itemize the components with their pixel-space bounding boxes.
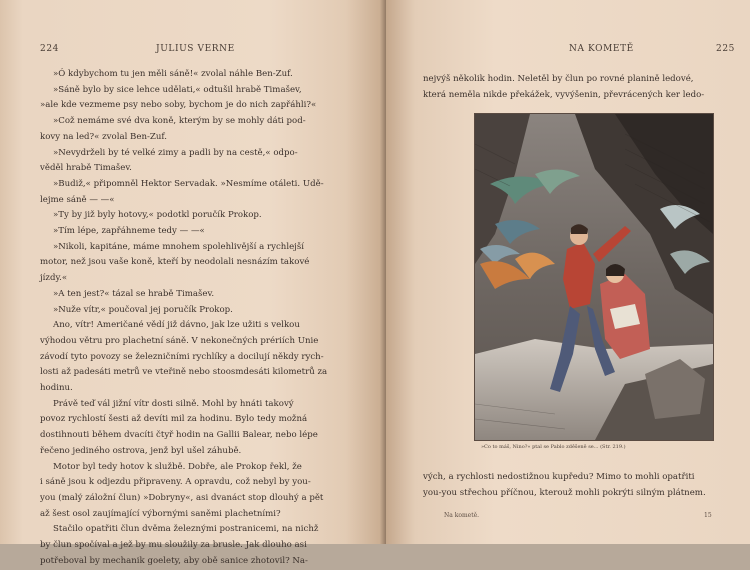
text-line: »Sáně bylo by sice lehce udělati,« odtušil hrabě Timašev, xyxy=(53,84,302,95)
text-line: řečeno jediného ostrova, jenž byl ušel záhubě. xyxy=(40,445,242,456)
text-line: povoz rychlostí šesti až devíti mil za hodinu. Bylo tedy možná xyxy=(40,414,308,425)
right-body-text-top xyxy=(423,72,723,103)
text-line: »Budiž,« připomněl Hektor Servadak. »Nesmíme otáleti. Udě- xyxy=(53,178,324,189)
text-line: you-you střechou příčnou, kterouž mohli pokrýti silným plátnem. xyxy=(423,487,706,498)
footer-signature-number: 15 xyxy=(704,512,712,519)
text-line: »Ty by již byly hotovy,« podotkl poručík Prokop. xyxy=(53,210,262,221)
engraving-illustration xyxy=(474,113,714,441)
text-line: Právě teď vál jižní vítr dosti silně. Mohl by hnáti takový xyxy=(53,398,294,409)
text-line: »Nevydrželi by té velké zimy a padli by na cestě,« odpo- xyxy=(53,147,298,158)
text-line: až šest osol zaujímající výbornými saněmi plachetními? xyxy=(40,508,281,519)
right-page-number: 225 xyxy=(716,44,735,54)
illustration-image xyxy=(475,114,713,440)
text-line: by člun spočíval a jež by mu sloužily za brusle. Jak dlouho asi xyxy=(40,540,307,551)
text-line: vých, a rychlosti nedostižnou kupředu? Mimo to mohli opatřiti xyxy=(423,472,695,482)
text-line: »Nuže vítr,« poučoval jej poručík Prokop. xyxy=(53,304,233,315)
text-line: Ano, vítr! Američané vědí již dávno, jak lze užiti s velkou xyxy=(53,320,300,331)
text-line: »Což nemáme své dva koně, kterým by se mohly dáti pod- xyxy=(53,116,306,127)
text-line: dostihnouti během dvacíti čtyř hodin na Gallii Balear, nebo lépe xyxy=(40,430,318,441)
text-line: která neměla nikde překážek, vyvýšenin, převrácených ker ledo- xyxy=(423,89,705,100)
text-line: motor, než jsou vaše koně, kteří by neodolali nesnázím takové xyxy=(40,257,310,268)
text-line: losti až padesáti metrů ve vteřině nebo stoosmdesáti kilometrů za xyxy=(40,367,328,378)
left-page-number: 224 xyxy=(40,44,59,54)
text-line: kovy na led?« zvolal Ben-Zuf. xyxy=(40,131,168,142)
text-line: you (malý záložní člun) »Dobryny«, asi dvanáct stop dlouhý a pět xyxy=(40,492,324,503)
text-line: jízdy.« xyxy=(40,273,68,284)
text-line: i sáně jsou k odjezdu připraveny. A opravdu, což nebyl by you- xyxy=(40,477,311,488)
text-line: lejme sáně — —« xyxy=(40,194,115,205)
right-body-text-bottom xyxy=(423,470,723,501)
text-line: »Tím lépe, zapřáhneme tedy — —« xyxy=(53,226,205,237)
text-line: »ale kde vezmeme psy nebo soby, bychom je do nich zapřáhli?« xyxy=(40,100,317,111)
left-body-text xyxy=(40,67,340,570)
text-line: věděl hrabě Timašev. xyxy=(40,163,132,174)
text-line: potřeboval by mechanik goelety, aby obě sanice zhotovil? Na- xyxy=(40,555,308,566)
illustration-caption: »Co to máš, Nino?« ptal se Pablo zděšeně se... (Str. 219.) xyxy=(481,444,626,450)
text-line: »A ten jest?« tázal se hrabě Timašev. xyxy=(53,288,215,299)
right-page xyxy=(386,0,750,544)
left-running-head: JULIUS VERNE xyxy=(156,44,235,54)
text-line: hodinu. xyxy=(40,383,73,394)
right-running-head: NA KOMETĚ xyxy=(569,44,634,54)
text-line: Stačilo opatřiti člun dvěma železnými postranicemi, na nichž xyxy=(53,524,319,535)
text-line: závodí tyto povozy se železničními rychlíky a docilují někdy rych- xyxy=(40,351,324,362)
text-line: »Ó kdybychom tu jen měli sáně!« zvolal náhle Ben-Zuf. xyxy=(53,69,293,79)
text-line: »Nikoli, kapitáne, máme mnohem spolehlivější a rychlejší xyxy=(53,241,304,252)
text-line: výhodou větru pro plachetní sáně. V nekonečných prériích Unie xyxy=(40,335,319,346)
text-line: Motor byl tedy hotov k službě. Dobře, ale Prokop řekl, že xyxy=(53,461,302,472)
footer-signature: Na kometě. xyxy=(444,512,480,519)
text-line: nejvýš několik hodin. Neletěl by člun po rovné planině ledové, xyxy=(423,74,694,84)
